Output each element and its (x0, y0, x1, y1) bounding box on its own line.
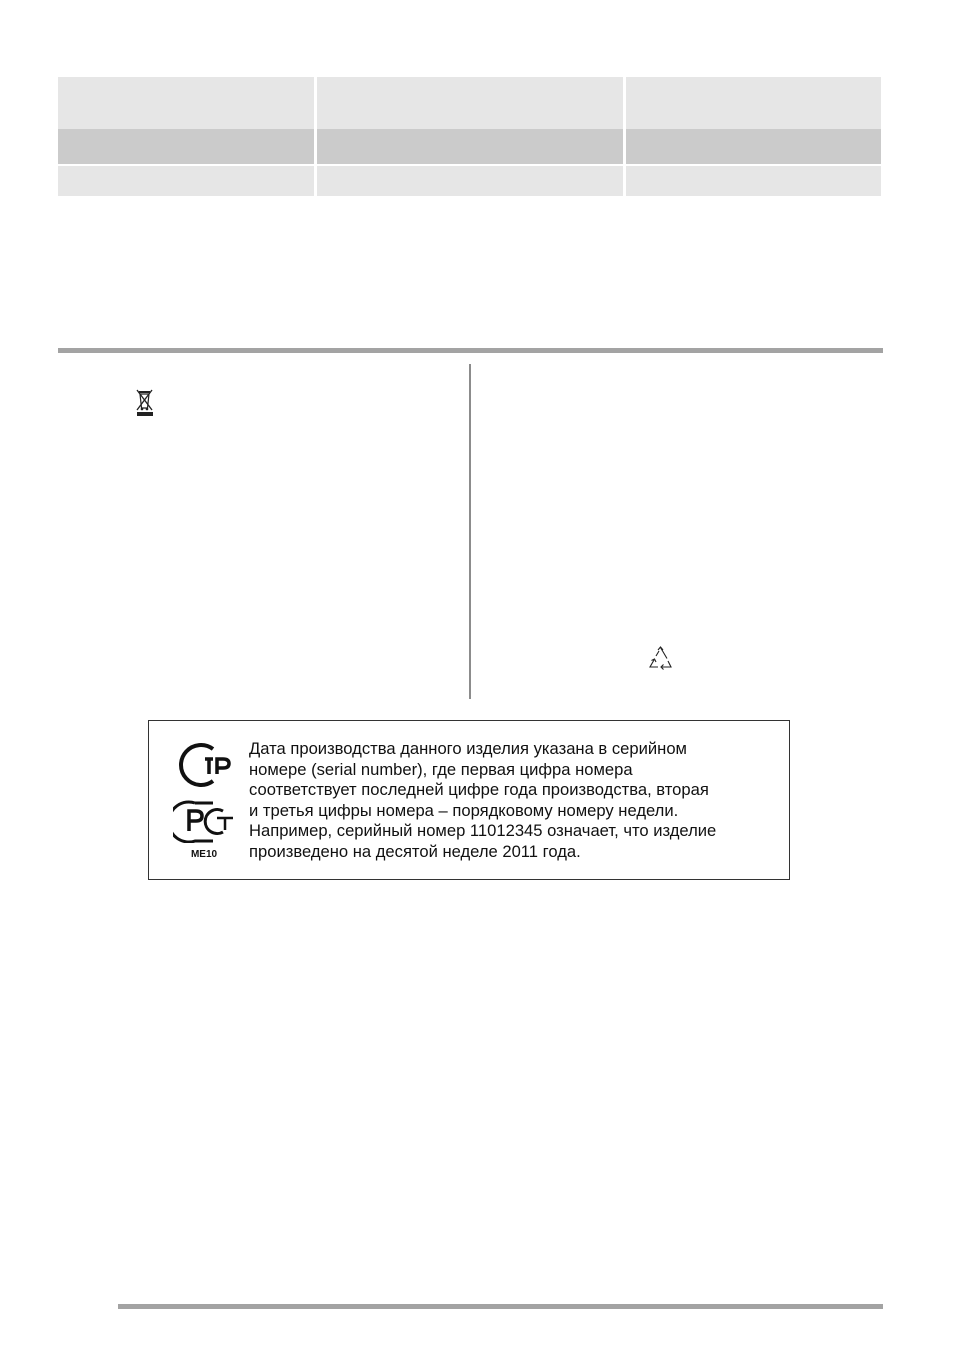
table-row (58, 129, 881, 165)
serial-number-note (249, 739, 784, 862)
crossed-out-wheelie-bin-icon (134, 387, 156, 417)
note-line: и третья цифры номера – порядковому номеру недели. (249, 800, 679, 820)
table-cell (58, 165, 315, 196)
table-cell (624, 129, 881, 165)
section-divider (58, 348, 883, 353)
table-cell (315, 129, 624, 165)
table-cell (624, 77, 881, 129)
table-cell (624, 165, 881, 196)
footer-divider (118, 1304, 883, 1309)
eac-conformity-mark-icon (173, 741, 233, 789)
table-row (58, 77, 881, 129)
note-line: номере (serial number), где первая цифра номера (249, 759, 633, 779)
specs-table (58, 77, 881, 196)
certification-code: ME10 (190, 849, 218, 860)
table-cell (315, 165, 624, 196)
column-divider (469, 364, 471, 699)
certification-box (148, 720, 790, 880)
recycling-triangle-icon (648, 646, 673, 672)
note-line: соответствует последней цифре года производства, вторая (249, 780, 709, 799)
table-cell (58, 129, 315, 165)
table-cell (58, 77, 315, 129)
note-line: произведено на десятой неделе 2011 года. (249, 841, 581, 861)
table-row (58, 165, 881, 196)
table-cell (315, 77, 624, 129)
note-line: Например, серийный номер 11012345 означает, что изделие (249, 821, 717, 840)
note-line: Дата производства данного изделия указана в серийном (249, 739, 687, 758)
rst-certification-mark-icon (173, 799, 235, 843)
